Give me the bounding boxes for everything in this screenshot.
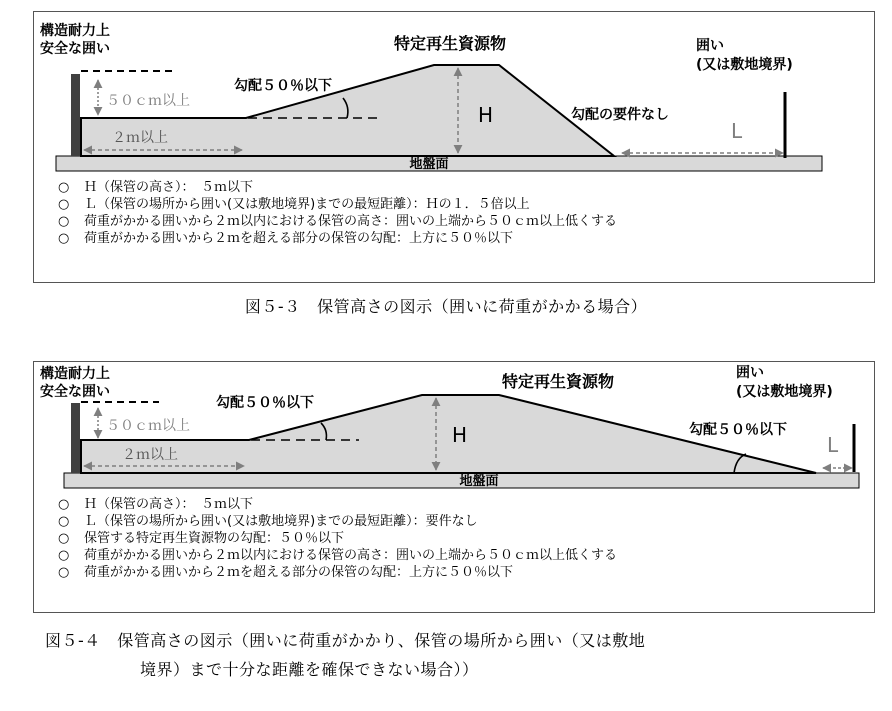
circle-bullet-icon: ○ bbox=[58, 214, 70, 229]
circle-bullet-icon: ○ bbox=[58, 497, 70, 512]
condition-item bbox=[58, 230, 617, 247]
condition-text: 荷重がかかる囲いから２ｍ以内における保管の高さ：囲いの上端から５０ｃｍ以上低くする bbox=[84, 214, 618, 229]
figure-5-3-conditions bbox=[58, 179, 617, 247]
condition-text: Ｌ（保管の場所から囲い(又は敷地境界)までの最短距離）：要件なし bbox=[84, 514, 478, 529]
left-fence bbox=[71, 403, 80, 473]
distance-letter: L bbox=[827, 433, 839, 457]
width-label: ２ｍ以上 bbox=[122, 447, 178, 463]
height-letter: H bbox=[478, 103, 494, 127]
slope-label: 勾配５０％以下 bbox=[234, 78, 332, 94]
height-letter: H bbox=[452, 423, 468, 447]
right-fence-label-2: (又は敷地境界) bbox=[696, 57, 793, 73]
circle-bullet-icon: ○ bbox=[58, 514, 70, 529]
figure-5-4-panel bbox=[33, 361, 875, 613]
condition-text: Ｌ（保管の場所から囲い(又は敷地境界)までの最短距離）：Ｈの１．５倍以上 bbox=[84, 197, 530, 212]
condition-item bbox=[58, 213, 617, 230]
condition-item bbox=[58, 196, 617, 213]
right-fence-label-1: 囲い bbox=[696, 38, 724, 54]
material-label: 特定再生資源物 bbox=[394, 34, 507, 53]
gap-label: ５０ｃｍ以上 bbox=[106, 418, 190, 434]
circle-bullet-icon: ○ bbox=[58, 565, 70, 580]
circle-bullet-icon: ○ bbox=[58, 180, 70, 195]
material-label: 特定再生資源物 bbox=[502, 372, 615, 391]
left-fence-label-1: 構造耐力上 bbox=[40, 23, 110, 39]
right-fence-label-1: 囲い bbox=[736, 365, 764, 381]
condition-text: 荷重がかかる囲いから２ｍを超える部分の保管の勾配：上方に５０％以下 bbox=[84, 565, 514, 580]
condition-text: 保管する特定再生資源物の勾配：５０％以下 bbox=[84, 531, 345, 546]
circle-bullet-icon: ○ bbox=[58, 231, 70, 246]
figure-5-3-panel bbox=[33, 11, 875, 283]
figure-5-4-conditions bbox=[58, 496, 617, 581]
condition-text: Ｈ（保管の高さ）： ５ｍ以下 bbox=[84, 497, 254, 512]
circle-bullet-icon: ○ bbox=[58, 548, 70, 563]
condition-item bbox=[58, 496, 617, 513]
slope-label-left: 勾配５０％以下 bbox=[216, 395, 314, 411]
condition-text: Ｈ（保管の高さ）： ５ｍ以下 bbox=[84, 180, 254, 195]
right-fence-label-2: (又は敷地境界) bbox=[736, 384, 833, 400]
ground-label: 地盤面 bbox=[459, 474, 499, 489]
condition-item bbox=[58, 179, 617, 196]
left-fence-label-2: 安全な囲い bbox=[40, 384, 110, 400]
figure-5-4-caption-line-1: 図５-４ 保管高さの図示（囲いに荷重がかかり、保管の場所から囲い（又は敷地 bbox=[45, 631, 646, 650]
figure-5-3-caption: 図５-３ 保管高さの図示（囲いに荷重がかかる場合） bbox=[244, 297, 648, 316]
condition-text: 荷重がかかる囲いから２ｍ以内における保管の高さ：囲いの上端から５０ｃｍ以上低くする bbox=[84, 548, 618, 563]
condition-text: 荷重がかかる囲いから２ｍを超える部分の保管の勾配：上方に５０％以下 bbox=[84, 231, 514, 246]
circle-bullet-icon: ○ bbox=[58, 197, 70, 212]
left-fence-label-1: 構造耐力上 bbox=[40, 366, 110, 382]
ground-label: 地盤面 bbox=[409, 157, 449, 172]
distance-letter: L bbox=[731, 119, 743, 143]
condition-item bbox=[58, 547, 617, 564]
condition-item bbox=[58, 513, 617, 530]
figure-5-4-caption-line-2: 境界）まで十分な距離を確保できない場合）） bbox=[140, 660, 479, 679]
condition-item bbox=[58, 530, 617, 547]
condition-item bbox=[58, 564, 617, 581]
gap-label: ５０ｃｍ以上 bbox=[106, 93, 190, 109]
left-fence-label-2: 安全な囲い bbox=[40, 41, 110, 57]
no-slope-label: 勾配の要件なし bbox=[571, 107, 669, 123]
circle-bullet-icon: ○ bbox=[58, 531, 70, 546]
width-label: ２ｍ以上 bbox=[112, 130, 168, 146]
slope-label-right: 勾配５０％以下 bbox=[689, 422, 787, 438]
left-fence bbox=[71, 74, 80, 156]
